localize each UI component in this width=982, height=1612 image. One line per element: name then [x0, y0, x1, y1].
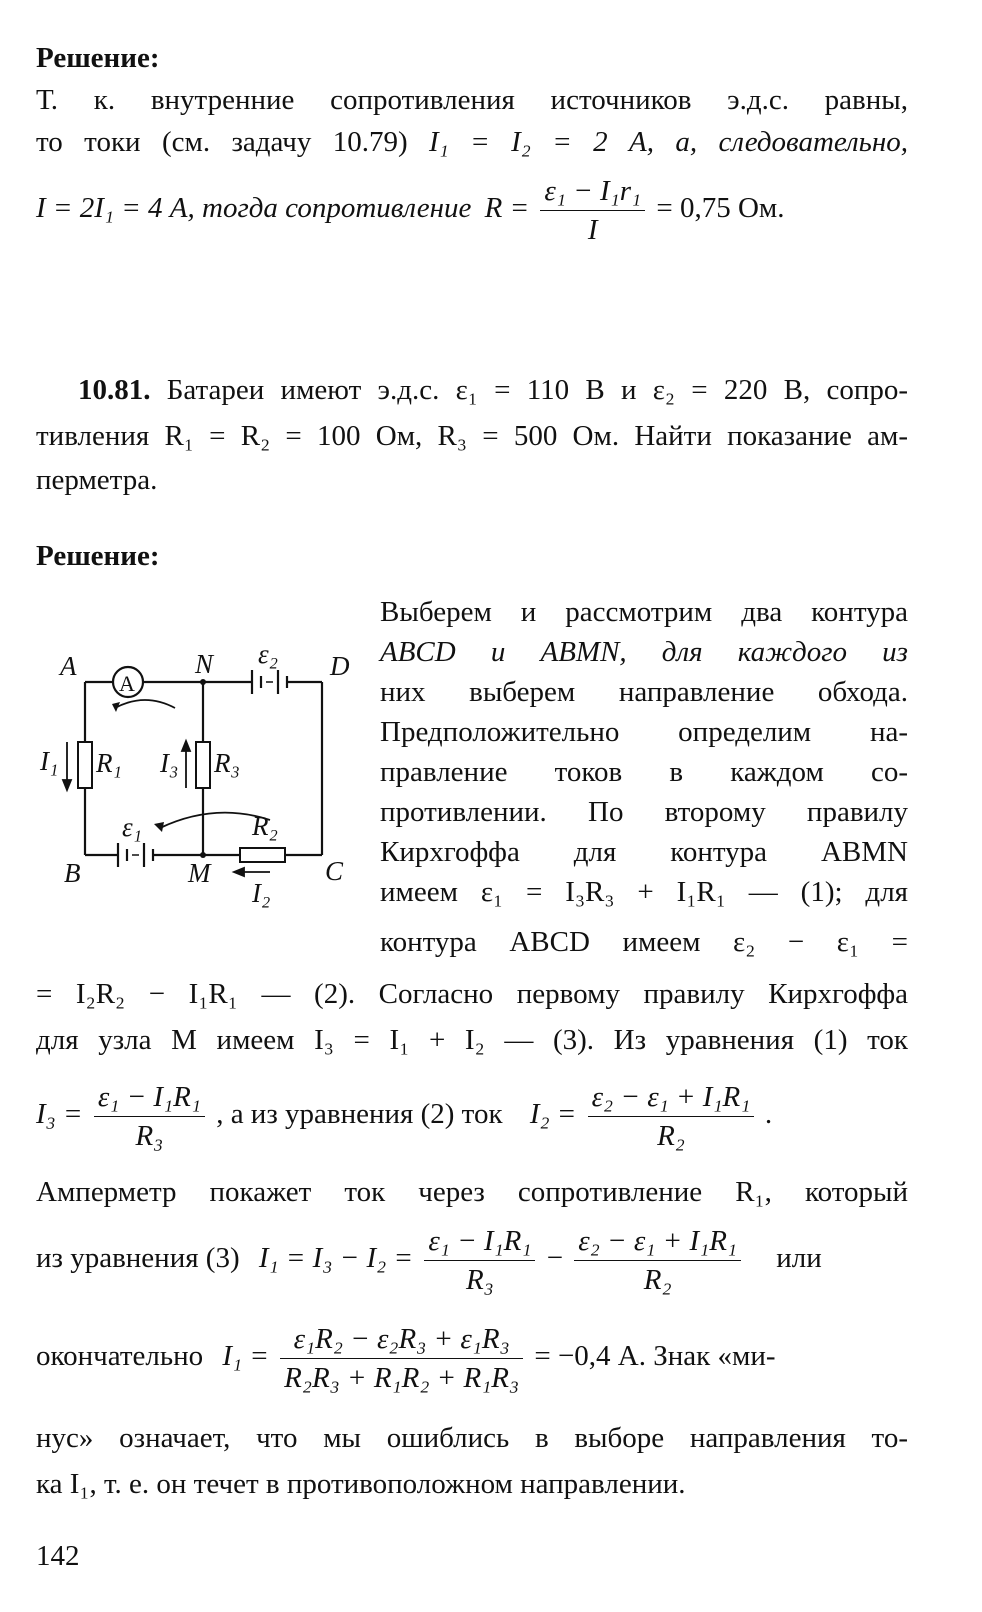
eq2-post: или	[776, 1242, 822, 1275]
solution1-R-label: R =	[484, 192, 530, 225]
last-line-1: нус» означает, что мы ошиблись в выборе направления то-	[36, 1422, 908, 1454]
eq2-den2: R₂	[643, 1264, 672, 1296]
eq2-num1: ε₁ − I₁R₁	[424, 1222, 535, 1261]
right-line-5: правление токов в каждом со-	[380, 756, 908, 788]
resistor-R3	[196, 742, 210, 788]
solution1-line3	[36, 172, 916, 249]
eq2-fraction2	[574, 1222, 741, 1299]
problem-line3: перметра.	[36, 464, 158, 496]
eq1-fraction2	[588, 1078, 755, 1155]
solution1-line3-text: I = 2I₁ = 4 А, тогда сопротивление	[36, 192, 472, 225]
solution1-line2-equation: I₁ = I₂ = 2 А, а, следовательно,	[429, 126, 909, 158]
right-line-3: них выберем направление обхода.	[380, 676, 908, 708]
label-R2: R₂	[252, 811, 278, 841]
eq3-pre: окончательно	[36, 1340, 204, 1373]
circuit-diagram	[30, 630, 360, 915]
problem-line2: тивления R₁ = R₂ = 100 Ом, R₃ = 500 Ом. Найти показание ам-	[36, 420, 908, 452]
right-line-7: Кирхгоффа для контура ABMN	[380, 836, 908, 868]
solution-heading-2: Решение:	[36, 540, 160, 572]
label-I3: I₃	[160, 748, 179, 778]
eq1-lhs2: I₂ =	[529, 1098, 577, 1131]
solution1-result: = 0,75 Ом.	[656, 192, 785, 225]
node-label-B: B	[64, 858, 81, 888]
label-R1: R₁	[96, 748, 122, 778]
node-label-D: D	[330, 651, 350, 681]
solution1-fraction-den: I	[587, 214, 598, 246]
eq1-fraction	[94, 1078, 205, 1155]
eq2-minus: −	[546, 1242, 564, 1275]
equation-I1-difference	[36, 1222, 916, 1299]
problem-line1	[78, 372, 908, 408]
node-label-N: N	[195, 649, 214, 679]
eq3-den: R₂R₃ + R₁R₂ + R₁R₃	[284, 1362, 520, 1394]
eq1-num2: ε₂ − ε₁ + I₁R₁	[588, 1078, 755, 1117]
eq2-fraction1	[424, 1222, 535, 1299]
node-label-M: M	[188, 858, 211, 888]
solution1-line1: Т. к. внутренние сопротивления источников э.д.с. равны,	[36, 84, 908, 116]
eq2-den1: R₃	[465, 1264, 494, 1296]
eq3-fraction	[280, 1320, 523, 1397]
node-label-C: C	[325, 856, 344, 886]
solution1-line2	[36, 124, 908, 160]
solution1-fraction	[540, 172, 645, 249]
solution1-line2-text: то токи (см. задачу 10.79)	[36, 126, 408, 158]
last-line-2: ка I₁, т. е. он течет в противоположном направлении.	[36, 1468, 686, 1500]
label-I1: I₁	[40, 746, 59, 776]
page-number: 142	[36, 1540, 80, 1572]
eq2-lhs: I₁ = I₃ − I₂ =	[258, 1242, 414, 1275]
resistor-R2	[240, 848, 285, 862]
eq1-num: ε₁ − I₁R₁	[94, 1078, 205, 1117]
eq3-post: = −0,4 А. Знак «ми-	[534, 1340, 776, 1373]
eq2-pre: из уравнения (3)	[36, 1242, 240, 1275]
node-label-A: A	[60, 651, 77, 681]
ammeter-line: Амперметр покажет ток через сопротивление R₁, который	[36, 1176, 908, 1208]
eq1-den: R₃	[135, 1120, 164, 1152]
full-line-2: для узла M имеем I₃ = I₁ + I₂ — (3). Из уравнения (1) ток	[36, 1024, 908, 1056]
problem-number: 10.81.	[78, 374, 151, 406]
problem-line1-text: Батареи имеют э.д.с. ε₁ = 110 В и ε₂ = 220 В, сопро-	[166, 374, 908, 406]
eq1-mid: , а из уравнения (2) ток	[216, 1098, 503, 1131]
right-line-4: Предположительно определим на-	[380, 716, 908, 748]
right-line-8: имеем ε₁ = I₃R₃ + I₁R₁ — (1); для	[380, 876, 908, 908]
solution-heading-1: Решение:	[36, 42, 160, 74]
full-line-1: = I₂R₂ − I₁R₁ — (2). Согласно первому правилу Кирхгоффа	[36, 978, 908, 1010]
label-emf1: ε₁	[122, 812, 143, 842]
right-line-2: ABCD и ABMN, для каждого из	[380, 636, 908, 668]
eq1-end: .	[765, 1098, 773, 1131]
eq1-den2: R₂	[657, 1120, 685, 1152]
resistor-R1	[78, 742, 92, 788]
solution1-fraction-num: ε₁ − I₁r₁	[540, 172, 645, 211]
label-emf2: ε₂	[258, 639, 279, 669]
eq2-num2: ε₂ − ε₁ + I₁R₁	[574, 1222, 741, 1261]
right-line-6: противлении. По второму правилу	[380, 796, 908, 828]
ammeter-label: A	[119, 671, 135, 696]
label-R3: R₃	[214, 748, 240, 778]
equation-final	[36, 1320, 916, 1397]
right-line-1: Выберем и рассмотрим два контура	[380, 596, 908, 628]
eq3-num: ε₁R₂ − ε₂R₃ + ε₁R₃	[280, 1320, 523, 1359]
equation-I3-I2	[36, 1078, 916, 1155]
label-I2: I₂	[252, 878, 271, 908]
right-line-9: контура ABCD имеем ε₂ − ε₁ =	[380, 926, 908, 958]
eq1-lhs: I₃ =	[36, 1098, 83, 1131]
eq3-lhs: I₁ =	[222, 1340, 269, 1373]
